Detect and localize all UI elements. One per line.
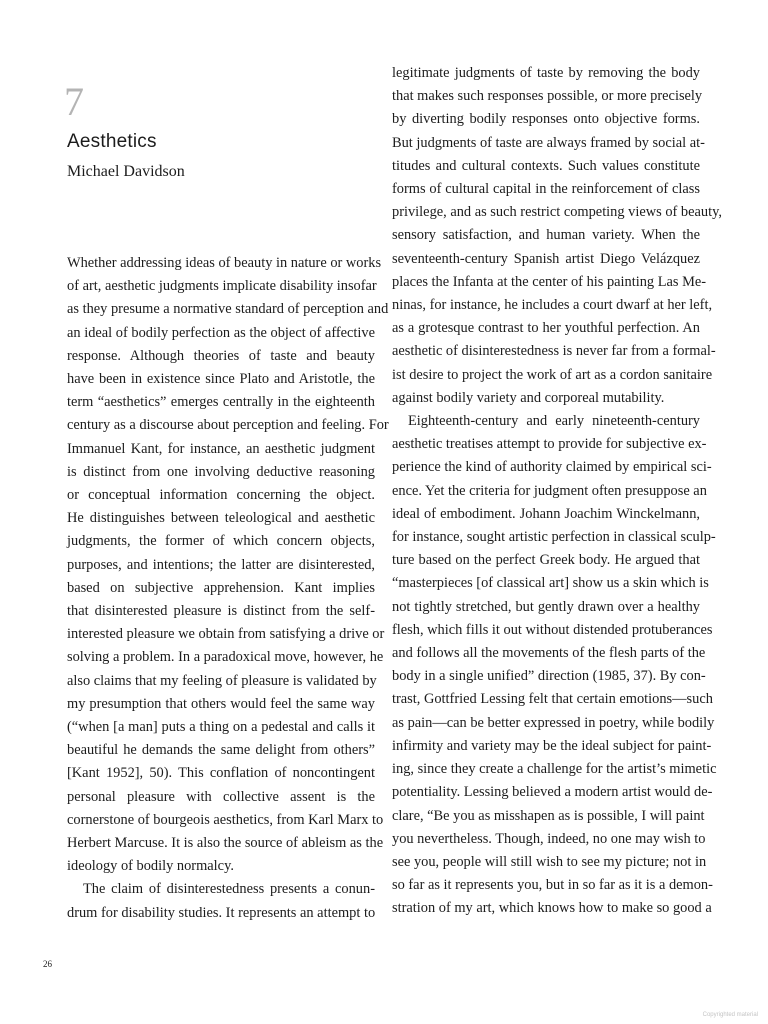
- copyright-notice: Copyrighted material: [702, 1012, 758, 1018]
- text-line: aesthetic treatises attempt to provide for subjective ex-: [392, 436, 707, 453]
- text-line: as pain—can be better expressed in poetry, while bodily: [392, 714, 715, 731]
- text-line: you nevertheless. Though, indeed, no one may wish to: [392, 830, 706, 847]
- text-line: based on subjective apprehension. Kant implies: [67, 579, 375, 596]
- text-line: infirmity and variety may be the ideal subject for paint-: [392, 737, 712, 754]
- text-line: interested pleasure we obtain from satisfying a drive or: [67, 626, 385, 643]
- text-line: forms of cultural capital in the reinforcement of class: [392, 181, 700, 198]
- text-line: personal pleasure with collective assent is the: [67, 788, 375, 805]
- text-line: ist desire to project the work of art as a cordon sanitaire: [392, 366, 713, 383]
- text-line: as they presume a normative standard of perception and: [67, 301, 389, 318]
- text-line: ninas, for instance, he includes a court dwarf at her left,: [392, 297, 713, 314]
- text-line: He distinguishes between teleological and aesthetic: [67, 510, 375, 527]
- text-line: body in a single unified” direction (1985, 37). By con-: [392, 668, 706, 685]
- text-line: (“when [a man] puts a thing on a pedestal and calls it: [67, 719, 375, 736]
- text-line: ideology of bodily normalcy.: [67, 858, 234, 875]
- text-line: perience the kind of authority claimed by empirical sci-: [392, 459, 712, 476]
- text-line: flesh, which fills it out without distended protuberances: [392, 621, 713, 638]
- text-line: places the Infanta at the center of his painting Las Me-: [392, 273, 707, 290]
- text-line: titudes and cultural contexts. Such values constitute: [392, 157, 700, 174]
- text-line: ence. Yet the criteria for judgment often presuppose an: [392, 482, 707, 499]
- text-line: But judgments of taste are always framed by social at-: [392, 134, 705, 151]
- text-line: response. Although theories of taste and beauty: [67, 347, 375, 364]
- page-number: 26: [43, 959, 52, 969]
- text-line: or conceptual information concerning the object.: [67, 487, 375, 504]
- text-line: The claim of disinterestedness presents a conun-: [83, 881, 375, 898]
- text-line: sensory satisfaction, and human variety. When the: [392, 227, 700, 244]
- text-line: ture based on the perfect Greek body. He argued that: [392, 552, 700, 569]
- text-line: of art, aesthetic judgments implicate disability insofar: [67, 278, 377, 295]
- text-line: an ideal of bodily perfection as the object of affective: [67, 324, 375, 341]
- text-line: also claims that my feeling of pleasure is validated by: [67, 672, 377, 689]
- text-line: and follows all the movements of the flesh parts of the: [392, 645, 706, 662]
- text-line: Immanuel Kant, for instance, an aesthetic judgment: [67, 440, 375, 457]
- text-line: see you, people will still wish to see my picture; not in: [392, 853, 707, 870]
- text-line: cornerstone of bourgeois aesthetics, from Karl Marx to: [67, 811, 384, 828]
- text-line: Whether addressing ideas of beauty in nature or works: [67, 255, 382, 271]
- text-line: have been in existence since Plato and Aristotle, the: [67, 371, 375, 388]
- text-line: for instance, sought artistic perfection in classical sculp-: [392, 529, 716, 546]
- text-line: clare, “Be you as misshapen as is possible, I will paint: [392, 807, 705, 824]
- text-line: by diverting bodily responses onto objective forms.: [392, 111, 700, 128]
- text-line: judgments, the former of which concern objects,: [67, 533, 375, 550]
- text-line: is distinct from one involving deductive reasoning: [67, 463, 375, 480]
- text-line: my presumption that others would feel the same way: [67, 695, 375, 712]
- text-line: purposes, and intentions; the latter are disinterested,: [67, 556, 375, 573]
- text-line: against bodily variety and corporeal mutability.: [392, 389, 665, 406]
- chapter-author: Michael Davidson: [67, 163, 185, 180]
- left-text-column: [67, 252, 389, 925]
- text-line: as a grotesque contrast to her youthful perfection. An: [392, 320, 700, 337]
- text-line: aesthetic of disinterestedness is never far from a formal-: [392, 343, 716, 360]
- text-line: term “aesthetics” emerges centrally in the eighteenth: [67, 394, 375, 411]
- text-line: privilege, and as such restrict competing views of beauty,: [392, 204, 722, 221]
- chapter-number: 7: [64, 79, 84, 124]
- text-line: legitimate judgments of taste by removing the body: [392, 65, 700, 81]
- text-line: “masterpieces [of classical art] show us a skin which is: [392, 575, 709, 592]
- text-line: Eighteenth-century and early nineteenth-century: [408, 413, 700, 430]
- text-line: stration of my art, which knows how to make so good a: [392, 900, 712, 917]
- text-line: [Kant 1952], 50). This conflation of noncontingent: [67, 765, 375, 782]
- text-line: beautiful he demands the same delight from others”: [67, 742, 375, 759]
- text-line: century as a discourse about perception and feeling. For: [67, 417, 389, 434]
- text-line: drum for disability studies. It represents an attempt to: [67, 904, 376, 921]
- text-line: that disinterested pleasure is distinct from the self-: [67, 603, 375, 620]
- text-line: ing, since they create a challenge for the artist’s mimetic: [392, 761, 717, 778]
- text-line: so far as it represents you, but in so far as it is a demon-: [392, 877, 713, 894]
- text-line: seventeenth-century Spanish artist Diego Velázquez: [392, 250, 700, 267]
- right-text-column: [392, 62, 722, 921]
- text-line: Herbert Marcuse. It is also the source of ableism as the: [67, 835, 384, 852]
- text-line: potentiality. Lessing believed a modern artist would de-: [392, 784, 713, 801]
- text-line: not tightly stretched, but gently drawn over a healthy: [392, 598, 700, 615]
- text-line: that makes such responses possible, or more precisely: [392, 88, 703, 105]
- chapter-title: Aesthetics: [67, 131, 157, 152]
- text-line: ideal of embodiment. Johann Joachim Winckelmann,: [392, 505, 700, 522]
- text-line: solving a problem. In a paradoxical move, however, he: [67, 649, 384, 666]
- text-line: trast, Gottfried Lessing felt that certain emotions—such: [392, 691, 713, 708]
